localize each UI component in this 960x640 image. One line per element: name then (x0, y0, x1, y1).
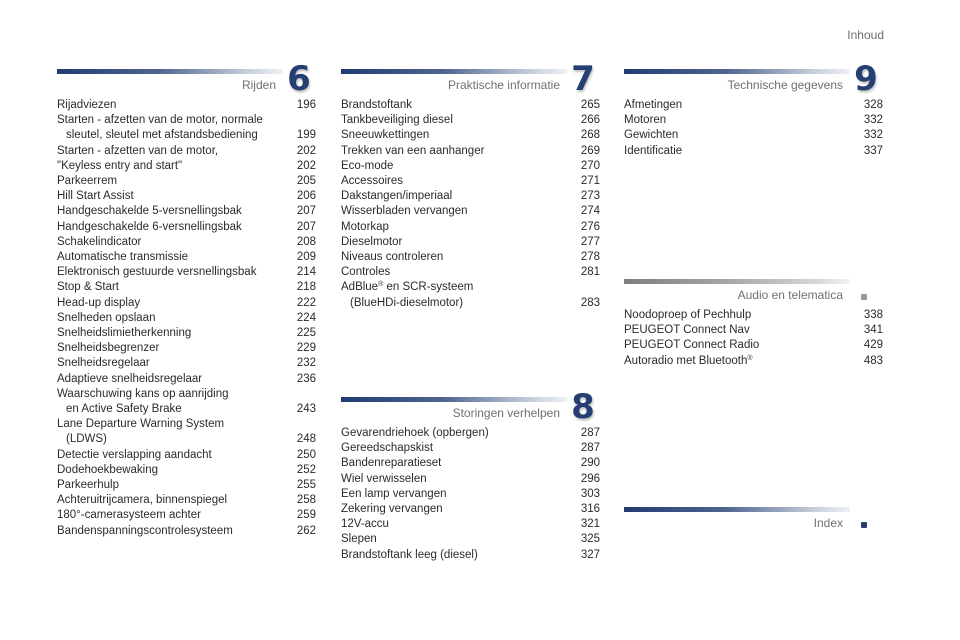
toc-entry-label (341, 159, 600, 174)
toc-entry-label (341, 189, 600, 204)
toc-entry[interactable] (341, 204, 600, 219)
toc-entry-text: Elektronisch gestuurde versnellingsbak (57, 266, 257, 279)
toc-entry[interactable] (57, 98, 316, 113)
section-bar (624, 507, 850, 512)
toc-entry-label (57, 159, 316, 174)
toc-entry-text: Dakstangen/imperiaal (341, 190, 453, 203)
toc-entry[interactable] (57, 189, 316, 204)
section-number: 7 (571, 59, 595, 99)
toc-entry-page: 207 (296, 205, 316, 218)
toc-entry-page: 206 (296, 190, 316, 203)
toc-entry[interactable] (341, 235, 600, 250)
toc-entry-label (341, 265, 600, 280)
toc-entry-text: Sneeuwkettingen (341, 129, 430, 142)
section-header (624, 59, 883, 99)
toc-entry[interactable] (57, 311, 316, 326)
toc-entry-page: 332 (863, 114, 883, 127)
toc-entry-label (341, 235, 600, 250)
toc-entry-page: 265 (580, 99, 600, 111)
toc-entry-text: Waarschuwing kans op aanrijding (57, 387, 229, 400)
toc-entry-page: 429 (863, 339, 883, 352)
toc-entry-page: 296 (580, 472, 600, 485)
toc-entry-text: Afmetingen (624, 99, 683, 111)
toc-entry[interactable] (57, 296, 316, 311)
toc-entry-page: 283 (580, 296, 600, 309)
toc-entry-label (341, 144, 600, 159)
toc-entry-page: 277 (580, 235, 600, 248)
section-index[interactable] (624, 506, 883, 536)
toc-entry-page: 229 (296, 342, 316, 355)
toc-entry-page: 303 (580, 487, 600, 500)
toc-entry-page: 209 (296, 251, 316, 264)
toc-entry[interactable] (341, 548, 600, 563)
toc-entry[interactable] (341, 220, 600, 235)
toc-entry-label (57, 113, 316, 143)
section-bar (57, 69, 283, 74)
toc-entry[interactable] (57, 478, 316, 493)
toc-entry-page: 252 (296, 463, 316, 476)
toc-entry-label (341, 280, 600, 310)
toc-entry-page: 271 (580, 175, 600, 188)
toc-entry-label (624, 323, 883, 338)
toc-entry[interactable] (57, 204, 316, 219)
toc-entry-label (57, 235, 316, 250)
toc-entry-text: AdBlue (341, 281, 379, 294)
toc-entry-label (57, 204, 316, 219)
toc-entry-label (624, 128, 883, 143)
toc-entry-text: Controles (341, 266, 391, 279)
toc-entry-text: Niveaus controleren (341, 251, 444, 264)
toc-entry-label (341, 548, 600, 563)
toc-entry[interactable] (624, 308, 883, 323)
toc-entry-page: 218 (296, 281, 316, 294)
toc-entry[interactable] (341, 426, 600, 441)
toc-entry[interactable] (624, 354, 883, 369)
toc-entry-label (57, 448, 316, 463)
inhoud-link[interactable]: Inhoud (847, 28, 884, 42)
toc-entry-text: Starten - afzetten van de motor, (57, 144, 219, 157)
section-bar (341, 69, 567, 74)
toc-entry-text: Noodoproep of Pechhulp (624, 309, 752, 321)
toc-entry-label (57, 144, 316, 159)
toc-entry-text: Adaptieve snelheidsregelaar (57, 372, 203, 385)
section-bar (624, 69, 850, 74)
toc-entry-label (57, 478, 316, 493)
toc-entry-label (624, 98, 883, 113)
toc-entry-text: Stop & Start (57, 281, 120, 294)
toc-entry-text: Dodehoekbewaking (57, 463, 159, 476)
toc-entry-text: PEUGEOT Connect Nav (624, 324, 750, 337)
toc-entry-text: Schakelindicator (57, 235, 142, 248)
toc-entry-label (624, 338, 883, 353)
toc-entry-label (341, 487, 600, 502)
toc-entry[interactable] (341, 441, 600, 456)
toc-entry[interactable] (57, 220, 316, 235)
toc-entry-page: 225 (296, 327, 316, 340)
toc-entry-text: Bandenspanningscontrolesysteem (57, 524, 233, 537)
toc-entry-label (624, 144, 883, 159)
toc-entry-page: 337 (863, 144, 883, 157)
toc-entry-page: 316 (580, 503, 600, 516)
toc-entry-label (341, 472, 600, 487)
toc-entry-page: 255 (296, 479, 316, 492)
toc-entry[interactable] (57, 341, 316, 356)
entry-list (624, 308, 883, 369)
toc-entry-page: 232 (296, 357, 316, 370)
registered-mark: ® (747, 354, 753, 362)
toc-entry-text: Eco-mode (341, 159, 394, 172)
toc-entry-page: 287 (580, 442, 600, 455)
toc-entry[interactable] (57, 387, 316, 417)
toc-entry-text: Snelheidslimietherkenning (57, 327, 192, 340)
toc-entry[interactable] (341, 113, 600, 128)
toc-entry-page: 338 (863, 309, 883, 321)
toc-entry[interactable] (57, 280, 316, 295)
toc-entry-label (624, 354, 883, 369)
toc-entry-label (57, 265, 316, 280)
toc-entry-page: 321 (580, 518, 600, 531)
section-title: Storingen verhelpen (452, 406, 560, 420)
section-title[interactable]: Index (813, 516, 843, 530)
toc-entry-text-continued: sleutel, sleutel met afstandsbediening (66, 129, 258, 142)
toc-entry-text: Motoren (624, 114, 667, 127)
toc-entry[interactable] (57, 174, 316, 189)
toc-entry[interactable] (57, 524, 316, 539)
toc-entry-page: 262 (296, 524, 316, 537)
section-technische-gegevens (624, 59, 883, 159)
toc-entry[interactable] (624, 144, 883, 159)
toc-entry[interactable] (341, 189, 600, 204)
section-number: 8 (571, 387, 595, 427)
toc-entry[interactable] (57, 265, 316, 280)
toc-entry-label (57, 508, 316, 523)
section-title: Audio en telematica (737, 288, 843, 302)
toc-entry-text: Brandstoftank (341, 99, 412, 111)
toc-entry-text: PEUGEOT Connect Radio (624, 339, 760, 352)
toc-entry[interactable] (57, 493, 316, 508)
toc-entry-text: Handgeschakelde 5-versnellingsbak (57, 205, 242, 218)
toc-entry-text-continued: (BlueHDi-dieselmotor) (350, 296, 464, 309)
toc-entry[interactable] (341, 487, 600, 502)
toc-entry-text-continued: en Active Safety Brake (66, 403, 182, 416)
toc-entry-label (624, 308, 883, 323)
toc-entry-text: Slepen (341, 533, 377, 546)
section-marker (861, 522, 867, 528)
toc-entry[interactable] (341, 174, 600, 189)
registered-mark: ® (378, 281, 384, 289)
toc-entry[interactable] (57, 326, 316, 341)
section-bar (341, 397, 567, 402)
toc-entry-text: Trekken van een aanhanger (341, 144, 485, 157)
section-number: 9 (854, 59, 878, 99)
entry-list (57, 98, 316, 539)
toc-entry[interactable] (341, 456, 600, 471)
toc-entry-text: Brandstoftank leeg (diesel) (341, 548, 478, 561)
section-title: Rijden (241, 78, 276, 92)
toc-entry[interactable] (624, 113, 883, 128)
toc-entry-text: Dieselmotor (341, 235, 403, 248)
toc-entry-page: 281 (580, 266, 600, 279)
toc-entry[interactable] (57, 235, 316, 250)
toc-entry-label (57, 524, 316, 539)
toc-entry-label (57, 189, 316, 204)
toc-entry[interactable] (341, 265, 600, 280)
toc-entry-text: Detectie verslapping aandacht (57, 448, 212, 461)
toc-entry-text: Gereedschapskist (341, 442, 434, 455)
toc-entry-page: 202 (296, 144, 316, 157)
section-storingen-verhelpen (341, 387, 600, 563)
toc-entry-label (57, 280, 316, 295)
toc-entry-label (57, 220, 316, 235)
toc-entry-text: Zekering vervangen (341, 503, 443, 516)
toc-entry-label (341, 532, 600, 547)
section-bar (624, 279, 850, 284)
toc-entry-page: 268 (580, 129, 600, 142)
toc-entry-text: 12V-accu (341, 518, 389, 531)
toc-entry[interactable] (57, 144, 316, 159)
toc-entry-text: Achteruitrijcamera, binnenspiegel (57, 494, 228, 507)
toc-entry-text: 180°-camerasysteem achter (57, 509, 201, 522)
toc-entry-label (624, 113, 883, 128)
toc-entry-label (57, 356, 316, 371)
entry-list (341, 98, 600, 311)
toc-entry-label (341, 456, 600, 471)
toc-entry-page: 208 (296, 235, 316, 248)
section-marker (861, 294, 867, 300)
toc-entry-label (341, 128, 600, 143)
toc-entry-text: Parkeerrem (57, 175, 118, 188)
toc-entry-text: Hill Start Assist (57, 190, 134, 203)
toc-entry-text: Gewichten (624, 129, 679, 142)
toc-entry[interactable] (341, 144, 600, 159)
section-header (57, 59, 316, 99)
toc-entry-label (57, 311, 316, 326)
section-title: Praktische informatie (447, 78, 560, 92)
toc-entry-label (341, 517, 600, 532)
toc-entry-page: 243 (296, 403, 316, 416)
toc-entry[interactable] (57, 113, 316, 143)
toc-entry-page: 273 (580, 190, 600, 203)
toc-entry-text: Head-up display (57, 296, 141, 309)
toc-entry-label (57, 326, 316, 341)
toc-entry-page: 278 (580, 251, 600, 264)
toc-entry-text: "Keyless entry and start" (57, 159, 183, 172)
toc-entry[interactable] (341, 98, 600, 113)
toc-entry-text: Een lamp vervangen (341, 487, 447, 500)
toc-entry[interactable] (341, 472, 600, 487)
toc-entry-label (57, 98, 316, 113)
toc-entry-page: 196 (296, 99, 316, 111)
toc-entry[interactable] (341, 280, 600, 310)
toc-entry-text-rest: en SCR-systeem (383, 281, 474, 294)
toc-entry-text: Wisserbladen vervangen (341, 205, 468, 218)
section-title: Technische gegevens (727, 78, 843, 92)
toc-entry-label (57, 296, 316, 311)
toc-entry-label (57, 493, 316, 508)
toc-entry-text: Snelheidsbegrenzer (57, 342, 160, 355)
toc-entry-label (341, 426, 600, 441)
section-number: 6 (287, 59, 311, 99)
toc-entry[interactable] (57, 463, 316, 478)
toc-entry-label (341, 250, 600, 265)
toc-entry-label (341, 174, 600, 189)
toc-entry-label (57, 463, 316, 478)
toc-entry-label (341, 502, 600, 517)
toc-entry[interactable] (624, 128, 883, 143)
toc-entry-page: 224 (296, 311, 316, 324)
toc-entry-label (57, 250, 316, 265)
toc-entry-label (341, 204, 600, 219)
toc-entry-page: 236 (296, 372, 316, 385)
toc-entry[interactable] (57, 508, 316, 523)
toc-entry-text: Snelheden opslaan (57, 311, 156, 324)
toc-entry-label (341, 98, 600, 113)
toc-entry-label (341, 220, 600, 235)
toc-entry-page: 270 (580, 159, 600, 172)
toc-entry-page: 222 (296, 296, 316, 309)
toc-entry[interactable] (341, 517, 600, 532)
toc-entry-page: 290 (580, 457, 600, 470)
toc-entry-page: 266 (580, 114, 600, 127)
toc-entry-text: Identificatie (624, 144, 683, 157)
toc-entry-text: Starten - afzetten van de motor, normale (57, 114, 263, 127)
toc-entry-text: Handgeschakelde 6-versnellingsbak (57, 220, 242, 233)
toc-entry[interactable] (57, 250, 316, 265)
toc-entry-text: Snelheidsregelaar (57, 357, 150, 370)
toc-entry[interactable] (57, 159, 316, 174)
toc-entry[interactable] (57, 417, 316, 447)
toc-entry[interactable] (624, 98, 883, 113)
toc-entry-page: 207 (296, 220, 316, 233)
toc-entry[interactable] (341, 128, 600, 143)
entry-list (341, 426, 600, 563)
toc-entry-text: Tankbeveiliging diesel (341, 114, 453, 127)
toc-entry-page: 250 (296, 448, 316, 461)
section-praktische-informatie (341, 59, 600, 311)
section-header (341, 59, 600, 99)
toc-entry-page: 483 (863, 354, 883, 367)
toc-entry-page: 199 (296, 129, 316, 142)
toc-entry-text: Gevarendriehoek (opbergen) (341, 427, 489, 439)
toc-entry-text: Rijadviezen (57, 99, 117, 111)
toc-entry-page: 258 (296, 494, 316, 507)
toc-entry-page: 287 (580, 427, 600, 439)
toc-entry-page: 332 (863, 129, 883, 142)
toc-entry-text: Autoradio met Bluetooth (624, 354, 748, 367)
toc-entry[interactable] (624, 323, 883, 338)
toc-entry-text: Parkeerhulp (57, 479, 120, 492)
entry-list (624, 98, 883, 159)
toc-entry-text: Accessoires (341, 175, 403, 188)
toc-entry-page: 274 (580, 205, 600, 218)
toc-entry[interactable] (57, 356, 316, 371)
toc-entry-label (341, 113, 600, 128)
section-header (624, 506, 883, 536)
toc-entry[interactable] (341, 532, 600, 547)
toc-entry-page: 327 (580, 548, 600, 561)
toc-entry[interactable] (57, 448, 316, 463)
section-audio-en-telematica (624, 278, 883, 369)
toc-entry[interactable] (341, 502, 600, 517)
toc-entry-page: 325 (580, 533, 600, 546)
toc-entry-page: 276 (580, 220, 600, 233)
toc-entry-page: 328 (863, 99, 883, 111)
toc-entry[interactable] (341, 159, 600, 174)
toc-entry-label (57, 417, 316, 447)
toc-entry-text: Lane Departure Warning System (57, 418, 225, 431)
toc-entry-label (57, 387, 316, 417)
section-header (624, 278, 883, 308)
toc-entry[interactable] (57, 372, 316, 387)
toc-entry-page: 248 (296, 433, 316, 446)
toc-entry-text: Wiel verwisselen (341, 472, 427, 485)
toc-entry-page: 202 (296, 159, 316, 172)
toc-entry[interactable] (624, 338, 883, 353)
toc-entry-page: 259 (296, 509, 316, 522)
toc-entry-page: 269 (580, 144, 600, 157)
toc-entry-label (57, 341, 316, 356)
toc-entry[interactable] (341, 250, 600, 265)
toc-entry-label (341, 441, 600, 456)
toc-entry-page: 341 (863, 324, 883, 337)
toc-entry-page: 205 (296, 175, 316, 188)
toc-entry-text-continued: (LDWS) (66, 433, 107, 446)
toc-entry-page: 214 (296, 266, 316, 279)
toc-entry-text: Bandenreparatieset (341, 457, 442, 470)
section-header (341, 387, 600, 427)
toc-entry-text: Motorkap (341, 220, 389, 233)
toc-entry-text: Automatische transmissie (57, 251, 189, 264)
section-rijden (57, 59, 316, 539)
toc-entry-label (57, 174, 316, 189)
toc-entry-label (57, 372, 316, 387)
